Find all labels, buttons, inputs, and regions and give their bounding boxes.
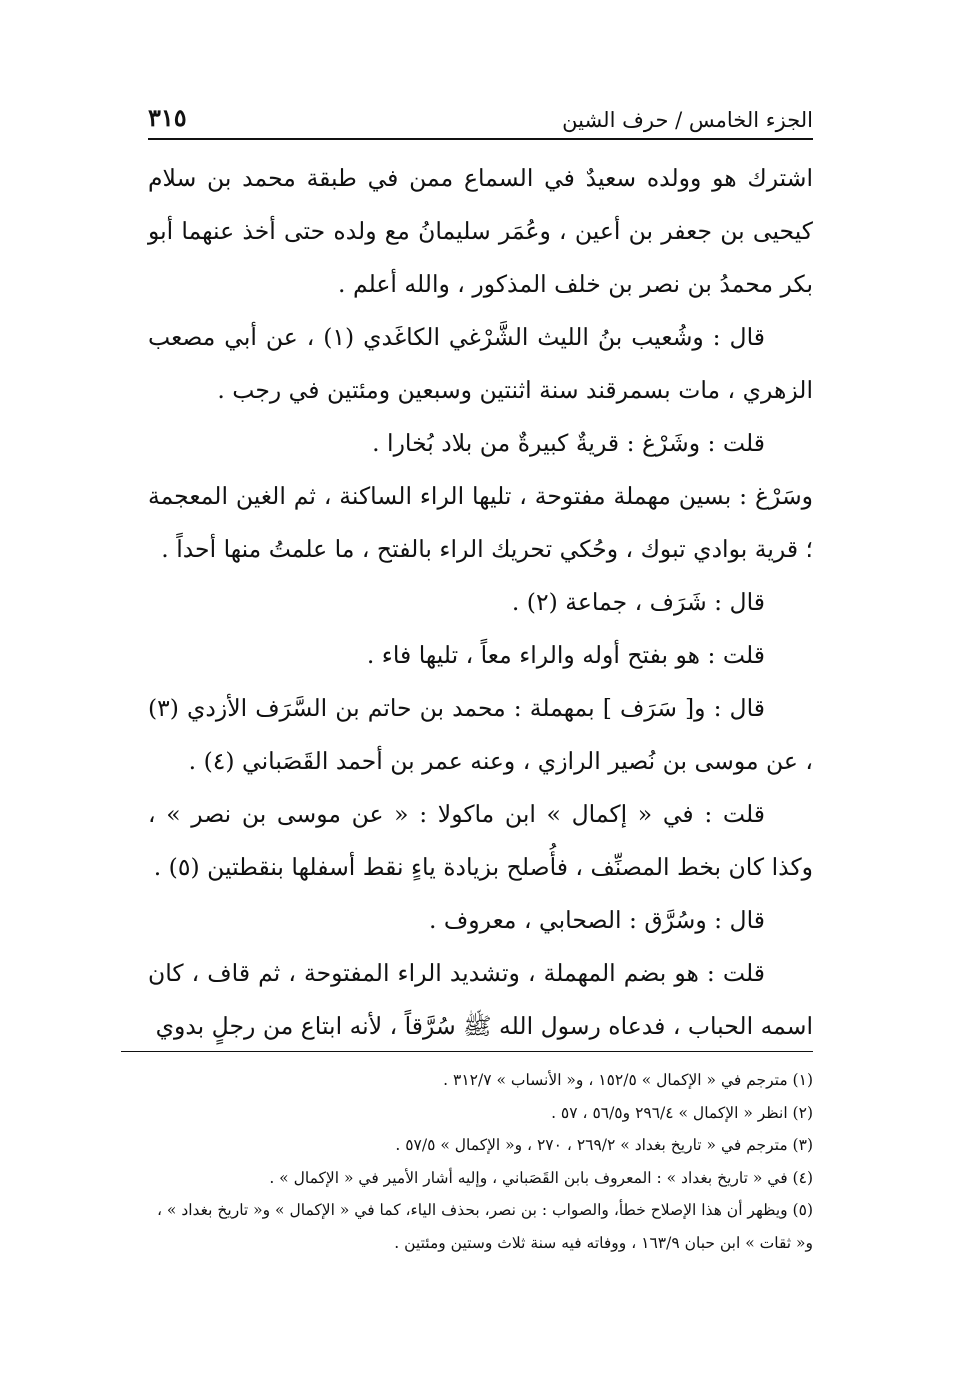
page-header [148, 92, 813, 132]
footnote: (٤) في « تاريخ بغداد » : المعروف بابن القَصَباني ، وإليه أشار الأمير في « الإكمال » . [269, 1168, 813, 1187]
paragraph: قال : وشُعيب بنُ الليث الشَّرْغي الكاغَدي (١) ، عن أبي مصعب الزهري ، مات بسمرقند سنة اثنتين وسبعين ومئتين في رجب . [148, 323, 813, 404]
page-number: ٣١٥ [148, 103, 187, 132]
footnote: (٥) ويظهر أن هذا الإصلاح خطأ، والصواب : بن نصر، بحذف الياء، كما في « الإكمال » و« تاريخ بغداد » ، و« ثقات » ابن حبان ١٦٣/٩ ، ووفاته فيه سنة ثلاث وستين ومئتين . [156, 1201, 813, 1252]
paragraph: اشترك هو وولده سعيدٌ في السماع ممن في طبقة محمد بن سلام كيحيى بن جعفر بن أعين ، وعُمَر سليمانُ مع ولده حتى أخذ عنهما أبو بكر محمدُ بن نصر بن خلف المذكور ، والله أعلم . [148, 164, 813, 298]
paragraph: قلت : هو بفتح أوله والراء معاً ، تليها فاء . [366, 641, 765, 669]
paragraph: قال : وسُرَّق : الصحابي ، معروف . [428, 906, 765, 934]
header-divider [148, 138, 813, 140]
paragraph: قلت : هو بضم المهملة ، وتشديد الراء المفتوحة ، ثم قاف ، كان اسمه الحباب ، فدعاه رسول الله ﷺ سُرَّقاً ، لأنه ابتاع من رجلٍ بدوي [148, 959, 813, 1040]
paragraph: قلت : في « إكمال » ابن ماكولا : « عن موسى بن نصر » ، وكذا كان بخط المصنِّف ، فأُصلح بزيادة ياءٍ نقط أسفلها بنقطتين (٥) . [148, 800, 813, 881]
footnote: (٣) مترجم في « تاريخ بغداد » ٢٦٩/٢ ، ٢٧٠ ، و« الإكمال » ٥٧/٥ . [395, 1136, 813, 1154]
footnotes [148, 1064, 813, 1259]
paragraph: وسَرْغ : بسين مهملة مفتوحة ، تليها الراء الساكنة ، ثم الغين المعجمة ؛ قرية بوادي تبوك ، وحُكي تحريك الراء بالفتح ، ما علمتُ منها أحداً . [148, 482, 813, 563]
main-text [148, 152, 813, 1053]
paragraph: قال : و[ سَرَف ] بمهملة : محمد بن حاتم بن السَّرَف الأزدي (٣) ، عن موسى بن نُصير الرازي ، وعنه عمر بن أحمد القَصَباني (٤) . [148, 694, 813, 775]
running-title: الجزء الخامس / حرف الشين [562, 108, 813, 132]
footnote: (٢) انظر « الإكمال » ٢٩٦/٤ و٥٦/٥ ، ٥٧ . [551, 1103, 813, 1122]
footnote-divider [121, 1051, 813, 1052]
paragraph: قلت : وشَرْغ : قريةٌ كبيرةٌ من بلاد بُخارا . [372, 429, 765, 457]
paragraph: قال : شَرَف ، جماعة (٢) . [511, 588, 765, 616]
footnote: (١) مترجم في « الإكمال » ١٥٢/٥ ، و« الأنساب » ٣١٢/٧ . [443, 1071, 813, 1089]
